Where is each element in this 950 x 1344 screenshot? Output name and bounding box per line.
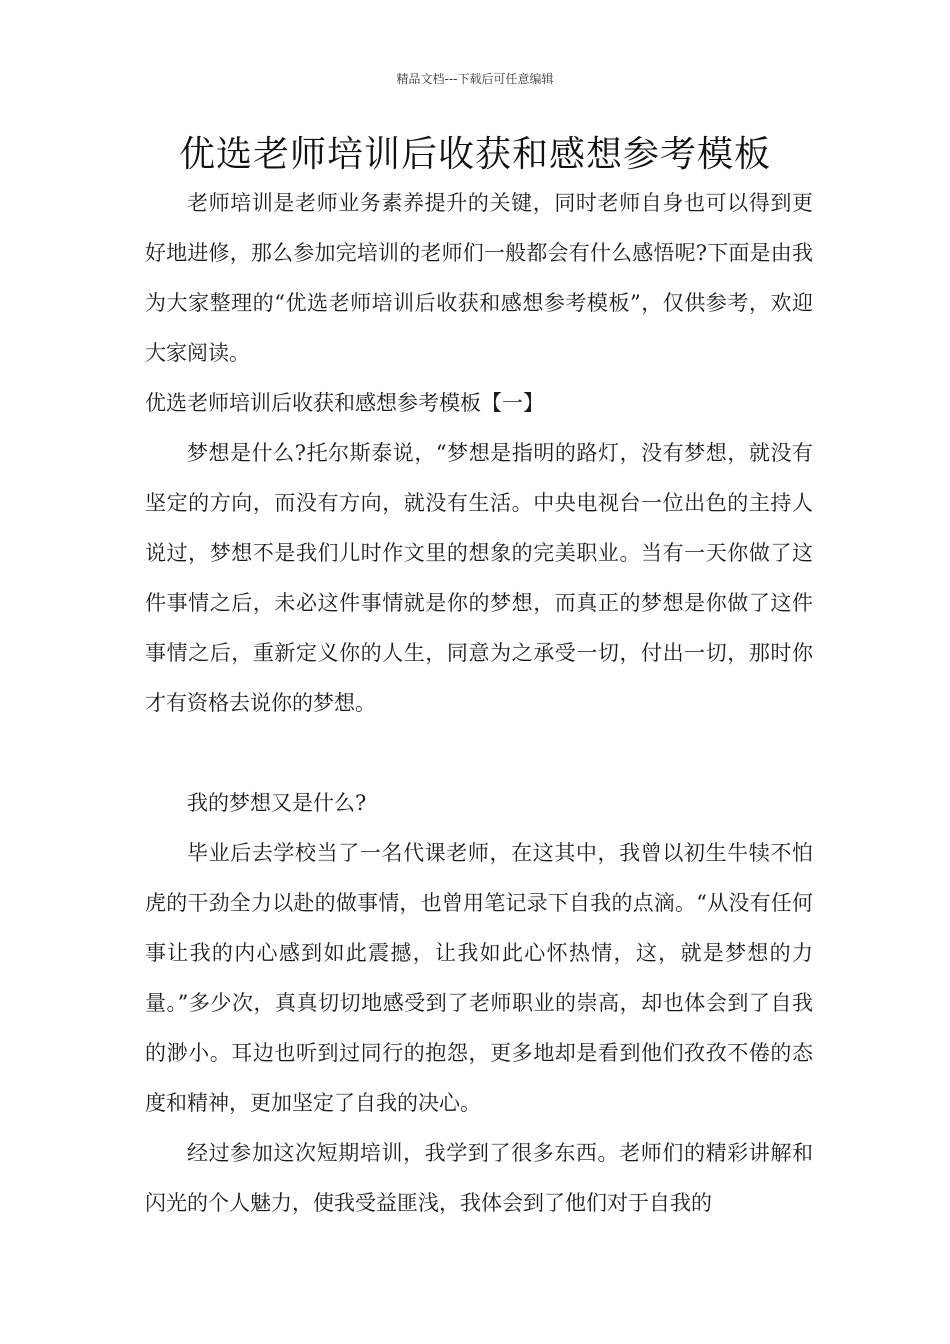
- body-paragraph-1: 梦想是什么?托尔斯泰说，“梦想是指明的路灯，没有梦想，就没有坚定的方向，而没有方向，就没有生活。中央电视台一位出色的主持人说过，梦想不是我们儿时作文里的想象的完美职业。当有一天你做了这件事情之后，未必这件事情就是你的梦想，而真正的梦想是你做了这件事情之后，重新定义你的人生，同意为之承受一切，付出一切，那时你才有资格去说你的梦想。: [145, 441, 813, 715]
- document-title: 优选老师培训后收获和感想参考模板: [178, 134, 771, 175]
- intro-paragraph: 老师培训是老师业务素养提升的关键，同时老师自身也可以得到更好地进修，那么参加完培训的老师们一般都会有什么感悟呢?下面是由我为大家整理的“优选老师培训后收获和感想参考模板”，仅供参考，欢迎大家阅读。: [145, 191, 813, 365]
- document-body: [145, 178, 813, 1228]
- body-paragraph-3: 毕业后去学校当了一名代课老师，在这其中，我曾以初生牛犊不怕虎的干劲全力以赴的做事情，也曾用笔记录下自我的点滴。“从没有任何事让我的内心感到如此震撼，让我如此心怀热情，这，就是梦想的力量。”多少次，真真切切地感受到了老师职业的崇高，却也体会到了自我的渺小。耳边也听到过同行的抱怨，更多地却是看到他们孜孜不倦的态度和精神，更加坚定了自我的决心。: [145, 841, 813, 1115]
- paragraph-spacer: [145, 728, 813, 778]
- body-paragraph-2: 我的梦想又是什么?: [187, 791, 367, 815]
- section-heading: 优选老师培训后收获和感想参考模板【一】: [145, 391, 544, 415]
- body-paragraph-4: 经过参加这次短期培训，我学到了很多东西。老师们的精彩讲解和闪光的个人魅力，使我受益匪浅，我体会到了他们对于自我的: [145, 1141, 813, 1215]
- header-note: 精品文档---下载后可任意编辑: [396, 72, 554, 86]
